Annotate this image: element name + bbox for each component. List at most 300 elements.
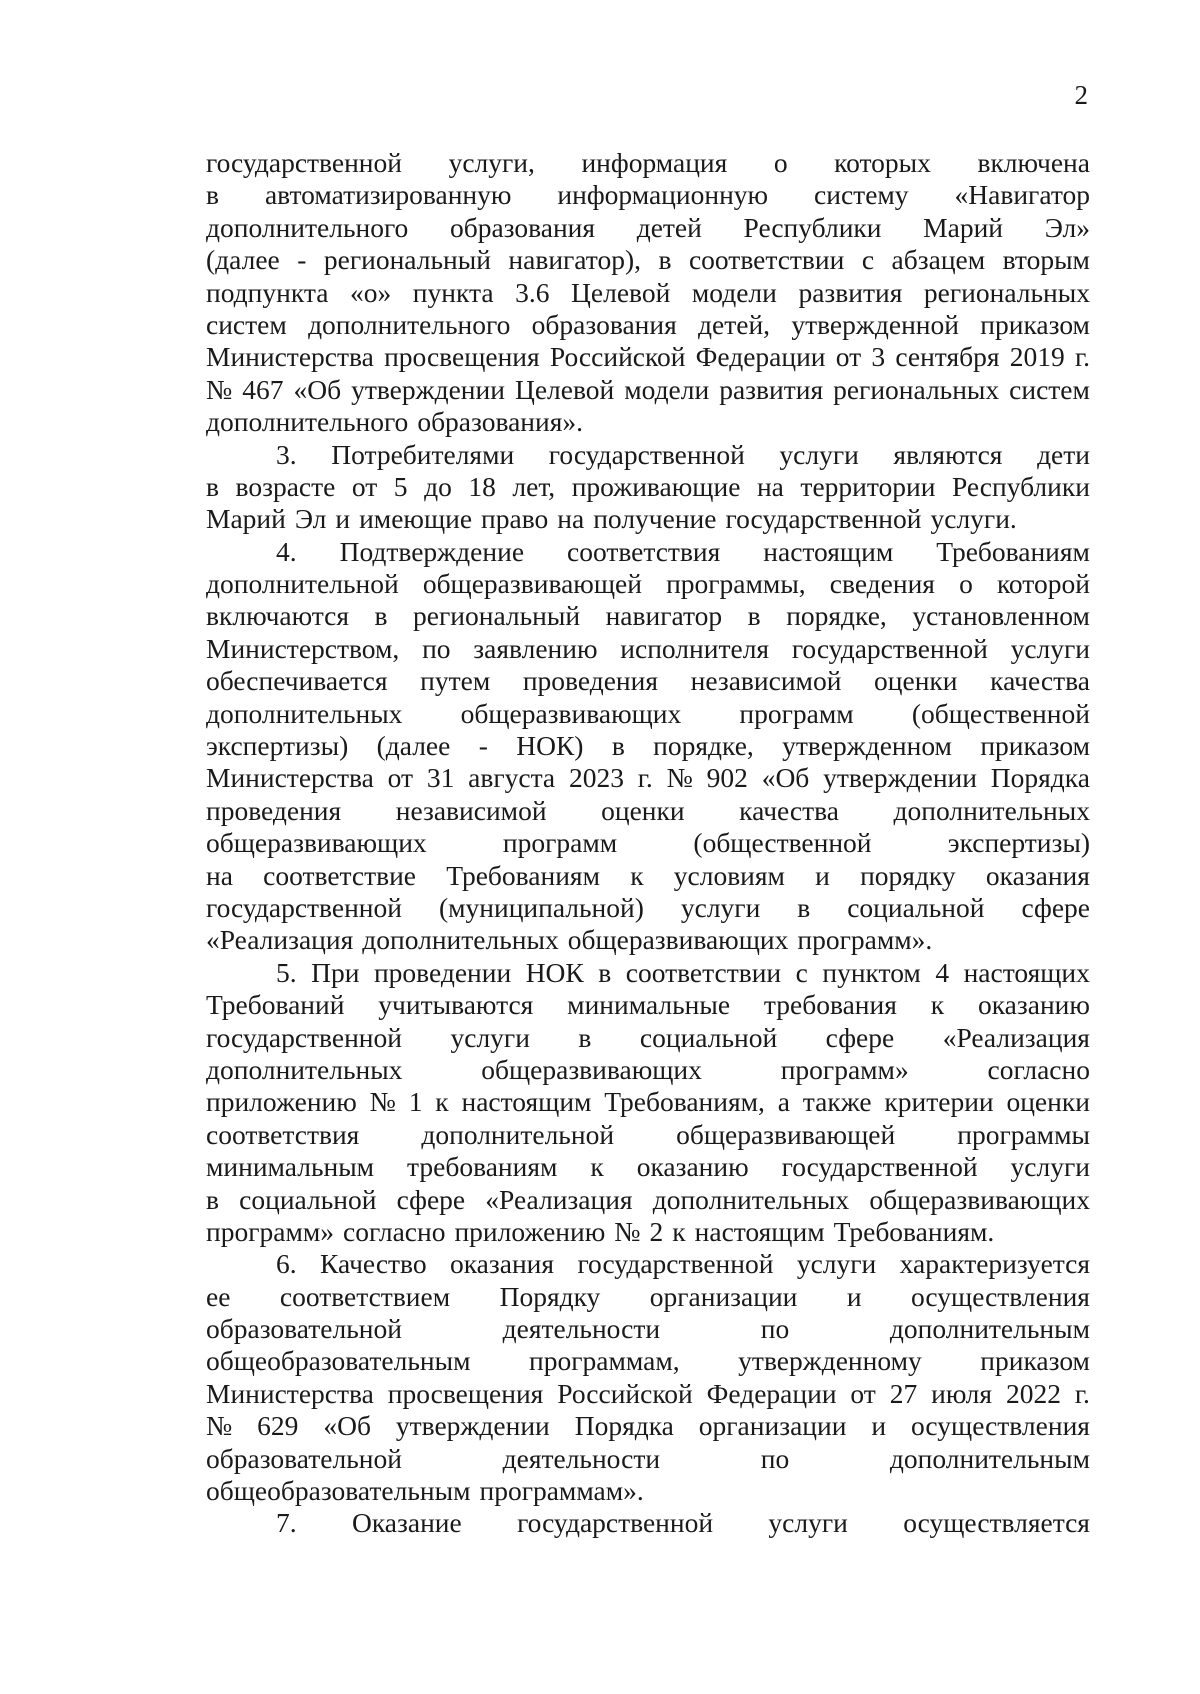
word: НОК) xyxy=(516,730,584,762)
word: к xyxy=(672,1215,686,1247)
word: с xyxy=(795,956,808,988)
word: программ» xyxy=(780,1053,909,1085)
word: включаются xyxy=(206,600,349,632)
word: утвержденной xyxy=(791,308,959,340)
word: программ» xyxy=(206,1215,335,1247)
word: настоящих xyxy=(963,956,1090,988)
text-line xyxy=(206,147,1090,179)
text-line xyxy=(206,762,1090,794)
word: 467 xyxy=(242,373,284,405)
word: в xyxy=(206,470,219,502)
word: 902 xyxy=(706,762,748,794)
word: систем xyxy=(206,308,287,340)
word: «Об xyxy=(293,373,342,405)
word: дополнительного xyxy=(206,406,409,438)
word: услуги xyxy=(680,891,761,923)
word: услуги xyxy=(768,1507,848,1539)
word: пунктом xyxy=(822,956,921,988)
word: дополнительных xyxy=(362,924,559,956)
word: территории xyxy=(800,470,936,502)
word: 2019 xyxy=(1009,341,1065,373)
word: в xyxy=(206,179,219,211)
text-line xyxy=(206,1151,1090,1183)
word: и xyxy=(335,503,351,535)
text-line xyxy=(206,1086,1090,1118)
word: приказом xyxy=(980,308,1090,340)
word: дополнительных xyxy=(206,697,403,729)
word: - xyxy=(478,730,488,762)
word: до xyxy=(424,470,452,502)
text-line xyxy=(206,244,1090,276)
text-line xyxy=(206,924,1090,956)
text-line xyxy=(206,633,1090,665)
word: общеобразовательным xyxy=(206,1475,471,1507)
text-line xyxy=(206,1216,1090,1248)
word: приказом xyxy=(980,730,1090,762)
text-line xyxy=(206,568,1090,600)
word: пункта xyxy=(412,276,494,308)
word: «Навигатор xyxy=(954,179,1090,211)
word: детей, xyxy=(698,308,771,340)
word: соответствии xyxy=(688,244,845,276)
word: государственной xyxy=(781,1151,978,1183)
word: (муниципальной) xyxy=(438,891,644,923)
word: 1 xyxy=(408,1086,423,1118)
word: Качество xyxy=(320,1248,427,1280)
word: утвержденному xyxy=(738,1345,922,1377)
word: № xyxy=(666,762,693,794)
word: государственной xyxy=(206,891,402,923)
word: НОК xyxy=(525,956,584,988)
word: и xyxy=(815,859,830,891)
word: (далее xyxy=(206,244,280,276)
word: общеразвивающих xyxy=(460,697,682,729)
word: 3. xyxy=(276,438,297,470)
word: оценки xyxy=(1006,1086,1090,1118)
word: социальной xyxy=(239,1183,377,1215)
word: региональный xyxy=(413,600,581,632)
word: социальной xyxy=(847,891,985,923)
word: в xyxy=(797,891,811,923)
text-line xyxy=(206,471,1090,503)
word: развития xyxy=(798,276,903,308)
word: 4. xyxy=(276,535,297,567)
word: Требованиям. xyxy=(833,1215,995,1247)
word: (далее xyxy=(376,730,451,762)
word: Требований xyxy=(206,989,345,1021)
word: дети xyxy=(1037,438,1090,470)
word: региональный xyxy=(323,244,491,276)
word: дополнительных xyxy=(893,794,1090,826)
word: Требованиям xyxy=(936,535,1090,567)
word: право xyxy=(481,503,549,535)
word: оказанию xyxy=(636,1151,749,1183)
word: требования xyxy=(763,989,897,1021)
word: 3.6 xyxy=(515,276,550,308)
word: качества xyxy=(990,665,1090,697)
word: сфере xyxy=(1021,891,1090,923)
word: критерии xyxy=(884,1086,994,1118)
word: условиям xyxy=(673,859,785,891)
word: Порядка xyxy=(574,1410,674,1442)
word: сфере xyxy=(825,1021,895,1053)
word: модели xyxy=(691,276,777,308)
word: которой xyxy=(996,568,1090,600)
word: 18 xyxy=(468,470,496,502)
word: лет, xyxy=(512,470,556,502)
word: от xyxy=(850,1377,876,1409)
word: детей xyxy=(636,211,702,243)
word: также xyxy=(802,1086,872,1118)
word: № xyxy=(369,1086,396,1118)
word: 4 xyxy=(935,956,950,988)
word: Целевой xyxy=(514,373,615,405)
word: к xyxy=(930,989,945,1021)
word: общеразвивающих xyxy=(869,1183,1090,1215)
text-line xyxy=(206,665,1090,697)
word: Требованиям, xyxy=(604,1086,765,1118)
text-line xyxy=(206,1313,1090,1345)
word: 27 xyxy=(889,1377,918,1409)
word: порядку xyxy=(860,859,956,891)
word: соответствия xyxy=(566,535,721,567)
word: 3 xyxy=(871,341,886,373)
word: настоящим xyxy=(763,535,894,567)
word: о xyxy=(773,147,788,178)
word: в xyxy=(747,600,761,632)
word: Требованиям xyxy=(446,859,600,891)
word: исполнителя xyxy=(620,632,770,664)
word: Федерации xyxy=(706,1377,837,1409)
text-line xyxy=(206,1022,1090,1054)
word: дополнительной xyxy=(421,1118,615,1150)
word: услуги xyxy=(1010,632,1090,664)
text-line xyxy=(206,957,1090,989)
word: государственной xyxy=(206,147,402,178)
word: осуществляется xyxy=(903,1507,1090,1539)
text-line xyxy=(206,698,1090,730)
word: общеразвивающей xyxy=(676,1118,896,1150)
word: а xyxy=(777,1086,790,1118)
text-line xyxy=(206,1378,1090,1410)
word: 2 xyxy=(649,1215,664,1247)
word: которых xyxy=(834,147,931,178)
text-line xyxy=(206,212,1090,244)
word: установленном xyxy=(912,600,1090,632)
word: «Реализация xyxy=(485,1183,633,1215)
text-line xyxy=(206,309,1090,341)
word: Марий xyxy=(206,503,286,535)
text-line xyxy=(206,536,1090,568)
word: независимой xyxy=(690,665,842,697)
word: в xyxy=(206,1183,219,1215)
word: о xyxy=(959,568,973,600)
word: дополнительным xyxy=(889,1313,1090,1345)
word: с xyxy=(861,244,875,276)
word: 629 xyxy=(257,1410,299,1442)
word: г. xyxy=(637,762,653,794)
text-line xyxy=(206,1248,1090,1280)
word: государственной xyxy=(517,1507,714,1539)
word: экспертизы) xyxy=(947,827,1090,859)
word: оценки xyxy=(601,794,685,826)
word: общеразвивающих xyxy=(206,827,427,859)
word: минимальным xyxy=(206,1151,375,1183)
word: экспертизы) xyxy=(206,730,349,762)
word: деятельности xyxy=(502,1313,661,1345)
word: на xyxy=(206,859,233,891)
word: по xyxy=(760,1313,790,1345)
word: социальной xyxy=(639,1021,778,1053)
word: имеющие xyxy=(359,503,473,535)
word: Марий xyxy=(923,211,1004,243)
text-line xyxy=(206,1345,1090,1377)
text-line xyxy=(206,1410,1090,1442)
word: навигатор), xyxy=(508,244,641,276)
word: сфере xyxy=(396,1183,466,1215)
word: Российской xyxy=(557,1377,693,1409)
word: ее xyxy=(206,1280,231,1312)
word: При xyxy=(311,956,360,988)
word: общеразвивающей xyxy=(422,568,642,600)
word: Министерства xyxy=(206,341,374,373)
word: информационную xyxy=(557,179,769,211)
word: и xyxy=(871,1410,887,1442)
word: на xyxy=(557,503,585,535)
word: развития xyxy=(719,373,824,405)
word: настоящим xyxy=(461,1086,592,1118)
word: от xyxy=(387,762,414,794)
word: просвещения xyxy=(384,341,540,373)
word: Порядка xyxy=(990,762,1090,794)
word: согласно xyxy=(343,1215,446,1247)
word: Порядку xyxy=(499,1280,601,1312)
word: организации xyxy=(649,1280,798,1312)
word: утвержденном xyxy=(782,730,952,762)
word: в xyxy=(578,1021,592,1053)
text-line xyxy=(206,1054,1090,1086)
word: общеразвивающих xyxy=(567,924,789,956)
text-line xyxy=(206,892,1090,924)
word: проведении xyxy=(373,956,512,988)
word: образовательной xyxy=(206,1442,402,1474)
text-line xyxy=(206,860,1090,892)
word: проживающие xyxy=(571,470,741,502)
word: «Реализация xyxy=(206,924,354,956)
word: 5. xyxy=(276,956,297,988)
text-line xyxy=(206,341,1090,373)
word: информация xyxy=(581,147,728,178)
word: июля xyxy=(931,1377,993,1409)
word: просвещения xyxy=(387,1377,544,1409)
text-line xyxy=(206,503,1090,535)
word: учитываются xyxy=(378,989,534,1021)
word: программ xyxy=(502,827,618,859)
word: 7. xyxy=(276,1507,297,1539)
text-line xyxy=(206,1443,1090,1475)
word: государственной xyxy=(577,1248,774,1280)
text-line xyxy=(206,730,1090,762)
text-line xyxy=(206,600,1090,632)
word: утверждении xyxy=(823,762,977,794)
word: приказом xyxy=(980,1345,1090,1377)
word: 31 xyxy=(426,762,455,794)
word: модели xyxy=(624,373,710,405)
word: от xyxy=(835,341,862,373)
word: Министерством, xyxy=(206,632,400,664)
text-line xyxy=(206,374,1090,406)
word: 2023 xyxy=(568,762,624,794)
word: услуги xyxy=(1010,1151,1090,1183)
word: порядке, xyxy=(653,730,754,762)
word: г. xyxy=(1074,341,1090,373)
word: к xyxy=(630,859,644,891)
word: настоящим xyxy=(694,1215,825,1247)
word: Эл xyxy=(294,503,327,535)
word: программам, xyxy=(529,1345,680,1377)
word: вторым xyxy=(1002,244,1090,276)
word: требованиям xyxy=(407,1151,558,1183)
word: по xyxy=(422,632,451,664)
word: проведения xyxy=(522,665,658,697)
word: дополнительного xyxy=(206,211,409,243)
page-number: 2 xyxy=(1074,80,1088,110)
word: на xyxy=(756,470,784,502)
word: региональных xyxy=(923,276,1090,308)
word: включена xyxy=(977,147,1090,178)
text-line xyxy=(206,795,1090,827)
word: характеризуется xyxy=(899,1248,1090,1280)
word: навигатор xyxy=(605,600,723,632)
text-line xyxy=(206,406,1090,438)
word: оказания xyxy=(449,1248,555,1280)
word: дополнительной xyxy=(206,568,399,600)
word: Подтверждение xyxy=(339,535,525,567)
word: в xyxy=(611,730,625,762)
word: подпункта xyxy=(206,276,329,308)
word: возрасте xyxy=(235,470,336,502)
word: «Реализация xyxy=(942,1021,1090,1053)
word: деятельности xyxy=(502,1442,661,1474)
word: приложению xyxy=(454,1215,606,1247)
word: государственной xyxy=(206,1021,402,1053)
text-line xyxy=(206,1119,1090,1151)
word: получение xyxy=(593,503,717,535)
word: 6. xyxy=(276,1248,297,1280)
word: в xyxy=(598,956,612,988)
document-body xyxy=(206,147,1090,1540)
word: от xyxy=(351,470,378,502)
word: систему xyxy=(814,179,909,211)
word: утверждении xyxy=(395,1410,550,1442)
word: в xyxy=(374,600,388,632)
word: образовательной xyxy=(206,1313,402,1345)
word: услуги xyxy=(450,1021,530,1053)
word: общеразвивающих xyxy=(481,1053,702,1085)
word: г. xyxy=(1074,1377,1090,1409)
text-line xyxy=(206,1475,1090,1507)
word: «о» xyxy=(349,276,392,308)
word: государственной xyxy=(791,632,988,664)
word: «Об xyxy=(761,762,810,794)
word: дополнительного xyxy=(308,308,511,340)
word: оценки xyxy=(874,665,958,697)
word: сведения xyxy=(829,568,935,600)
word: образования xyxy=(449,211,596,243)
word: программы, xyxy=(666,568,806,600)
word: к xyxy=(435,1086,449,1118)
word: (общественной xyxy=(693,827,872,859)
word: согласно xyxy=(987,1053,1090,1085)
word: соответствия xyxy=(206,1118,360,1150)
text-line xyxy=(206,179,1090,211)
word: дополнительным xyxy=(889,1442,1090,1474)
text-line xyxy=(206,1184,1090,1216)
word: Целевой xyxy=(571,276,671,308)
word: (общественной xyxy=(911,697,1090,729)
word: оказания xyxy=(985,859,1090,891)
word: услуги xyxy=(796,1248,877,1280)
word: программам». xyxy=(479,1475,644,1507)
word: автоматизированную xyxy=(264,179,512,211)
word: № xyxy=(206,1410,233,1442)
word: программы xyxy=(957,1118,1090,1150)
word: Министерства xyxy=(206,1377,374,1409)
word: программ». xyxy=(797,924,933,956)
word: приложению xyxy=(206,1086,357,1118)
word: № xyxy=(614,1215,641,1247)
word: Оказание xyxy=(351,1507,462,1539)
word: августа xyxy=(468,762,556,794)
word: дополнительных xyxy=(206,1053,403,1085)
word: «Об xyxy=(323,1410,371,1442)
text-line xyxy=(206,827,1090,859)
word: проведения xyxy=(206,794,342,826)
word: и xyxy=(846,1280,862,1312)
text-line xyxy=(206,1507,1090,1539)
word: Эл» xyxy=(1044,211,1090,243)
word: путем xyxy=(420,665,491,697)
word: 2022 xyxy=(1005,1377,1061,1409)
word: общеобразовательным xyxy=(206,1345,471,1377)
word: Федерации xyxy=(695,341,826,373)
word: региональных xyxy=(833,373,1000,405)
word: обеспечивается xyxy=(206,665,388,697)
word: качества xyxy=(739,794,839,826)
word: услуги. xyxy=(930,503,1017,535)
text-line xyxy=(206,989,1090,1021)
word: сентября xyxy=(895,341,1000,373)
word: осуществления xyxy=(910,1410,1090,1442)
text-line xyxy=(206,439,1090,471)
word: Потребителями xyxy=(331,438,515,470)
word: Республики xyxy=(743,211,882,243)
text-line xyxy=(206,277,1090,309)
text-line xyxy=(206,1281,1090,1313)
word: к xyxy=(590,1151,604,1183)
word: заявлению xyxy=(473,632,598,664)
word: № xyxy=(206,373,233,405)
word: соответствие xyxy=(263,859,417,891)
word: порядке, xyxy=(786,600,887,632)
word: государственной xyxy=(548,438,745,470)
word: - xyxy=(297,244,307,276)
word: по xyxy=(760,1442,790,1474)
word: оказанию xyxy=(977,989,1090,1021)
word: утверждении xyxy=(351,373,505,405)
word: образования xyxy=(531,308,677,340)
word: Республики xyxy=(951,470,1090,502)
